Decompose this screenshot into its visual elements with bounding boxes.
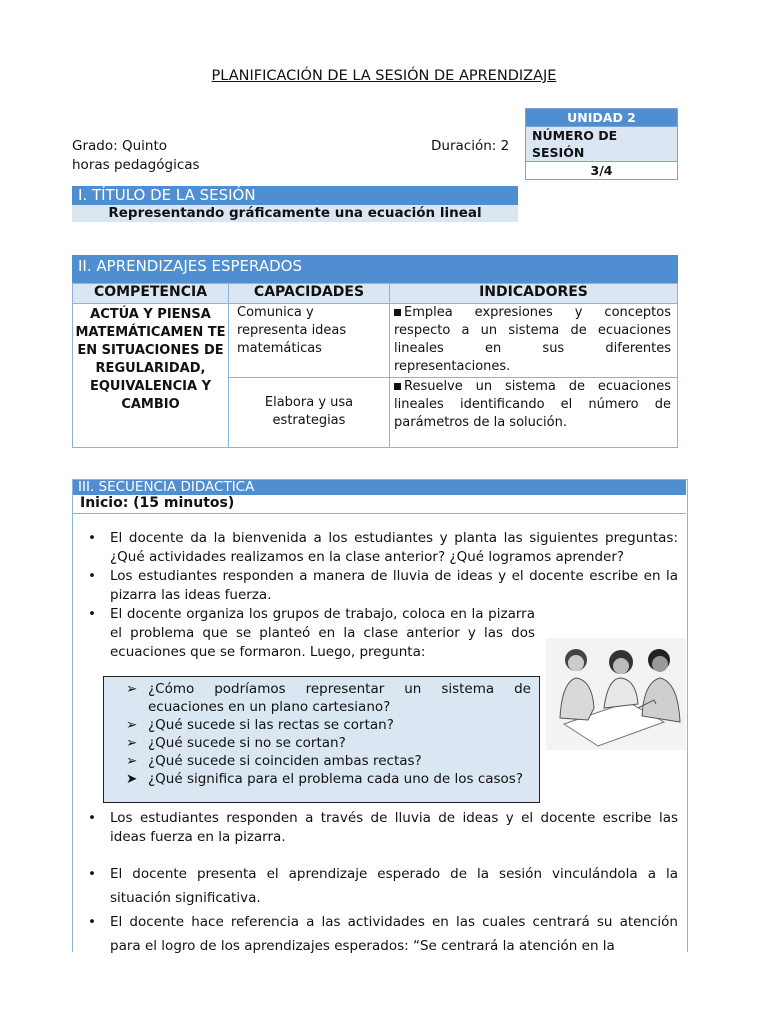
horas-label: horas pedagógicas [72, 157, 200, 173]
duracion-label: Duración: 2 [431, 138, 510, 154]
aprendizajes-table [72, 283, 678, 448]
unidad-box [525, 108, 678, 180]
capacidad-cell: Comunica y representa ideas matemáticas [229, 304, 390, 378]
question-item: ➢ ¿Qué sucede si no se cortan? [126, 735, 346, 751]
competencia-cell: ACTÚA Y PIENSA MATEMÁTICAMEN TE EN SITUACIONES DE REGULARIDAD, EQUIVALENCIA Y CAMBIO [73, 304, 229, 448]
document-title: PLANIFICACIÓN DE LA SESIÓN DE APRENDIZAJE [211, 68, 557, 84]
question-item: ➤ ¿Qué significa para el problema cada uno de los casos? [126, 771, 524, 787]
square-bullet-icon [394, 383, 401, 390]
students-drawing-icon [546, 638, 686, 750]
bullet-list-b [74, 809, 678, 847]
list-item: • Los estudiantes responden a través de lluvia de ideas y el docente escribe las ideas fuerza en la pizarra. [88, 810, 678, 845]
inicio-label: Inicio: (15 minutos) [80, 495, 235, 511]
numero-sesion-value: 3/4 [526, 161, 677, 179]
indicador-text: Resuelve un sistema de ecuaciones lineales identificando el número de parámetros de la solución. [394, 378, 671, 430]
list-item: • El docente hace referencia a las actividades en las cuales centrará su atención para el logro de los aprendizajes esperados: “Se centrará la atención en la [88, 914, 678, 954]
square-bullet-icon [394, 309, 401, 316]
question-item: ➢ ¿Qué sucede si coinciden ambas rectas? [126, 753, 422, 769]
column-header-capacidades: CAPACIDADES [229, 284, 390, 304]
list-item: • El docente organiza los grupos de trabajo, coloca en la pizarra el problema que se planteó en la clase anterior y las dos ecuaciones que se formaron. Luego, pregunta: [88, 606, 535, 660]
column-header-competencia: COMPETENCIA [73, 284, 229, 304]
grado-label: Grado: Quinto [72, 138, 167, 154]
bullet-list-c [74, 862, 678, 958]
indicador-text: Emplea expresiones y conceptos respecto a un sistema de ecuaciones lineales en sus diferentes representaciones. [394, 305, 671, 374]
unidad-label: UNIDAD 2 [526, 109, 677, 126]
list-item: • Los estudiantes responden a manera de lluvia de ideas y el docente escribe en la pizarra las ideas fuerza. [88, 568, 678, 603]
question-item: ➢ ¿Qué sucede si las rectas se cortan? [126, 717, 394, 733]
session-title: Representando gráficamente una ecuación lineal [72, 205, 518, 222]
section-aprendizajes-header: II. APRENDIZAJES ESPERADOS [72, 255, 678, 283]
question-item: ➢ ¿Cómo podríamos representar un sistema de ecuaciones en un plano cartesiano? [126, 681, 531, 715]
numero-sesion-label: NÚMERO DE SESIÓN [526, 126, 677, 161]
capacidad-cell: Elabora y usa estrategias [229, 377, 390, 448]
questions-box [103, 676, 540, 803]
list-item: • El docente da la bienvenida a los estudiantes y planta las siguientes preguntas: ¿Qué actividades realizamos en la clase anterior? ¿Qué logramos aprender? [88, 530, 678, 565]
table-row [73, 304, 678, 378]
section-titulo-header: I. TÍTULO DE LA SESIÓN [72, 186, 518, 205]
indicador-cell [390, 304, 678, 378]
column-header-indicadores: INDICADORES [390, 284, 678, 304]
section-secuencia-header: III. SECUENCIA DIDÁCTICA [72, 479, 686, 495]
students-illustration [546, 638, 686, 750]
table-header-row [73, 284, 678, 304]
list-item: • El docente presenta el aprendizaje esperado de la sesión vinculándola a la situación significativa. [88, 866, 678, 906]
indicador-cell [390, 377, 678, 448]
